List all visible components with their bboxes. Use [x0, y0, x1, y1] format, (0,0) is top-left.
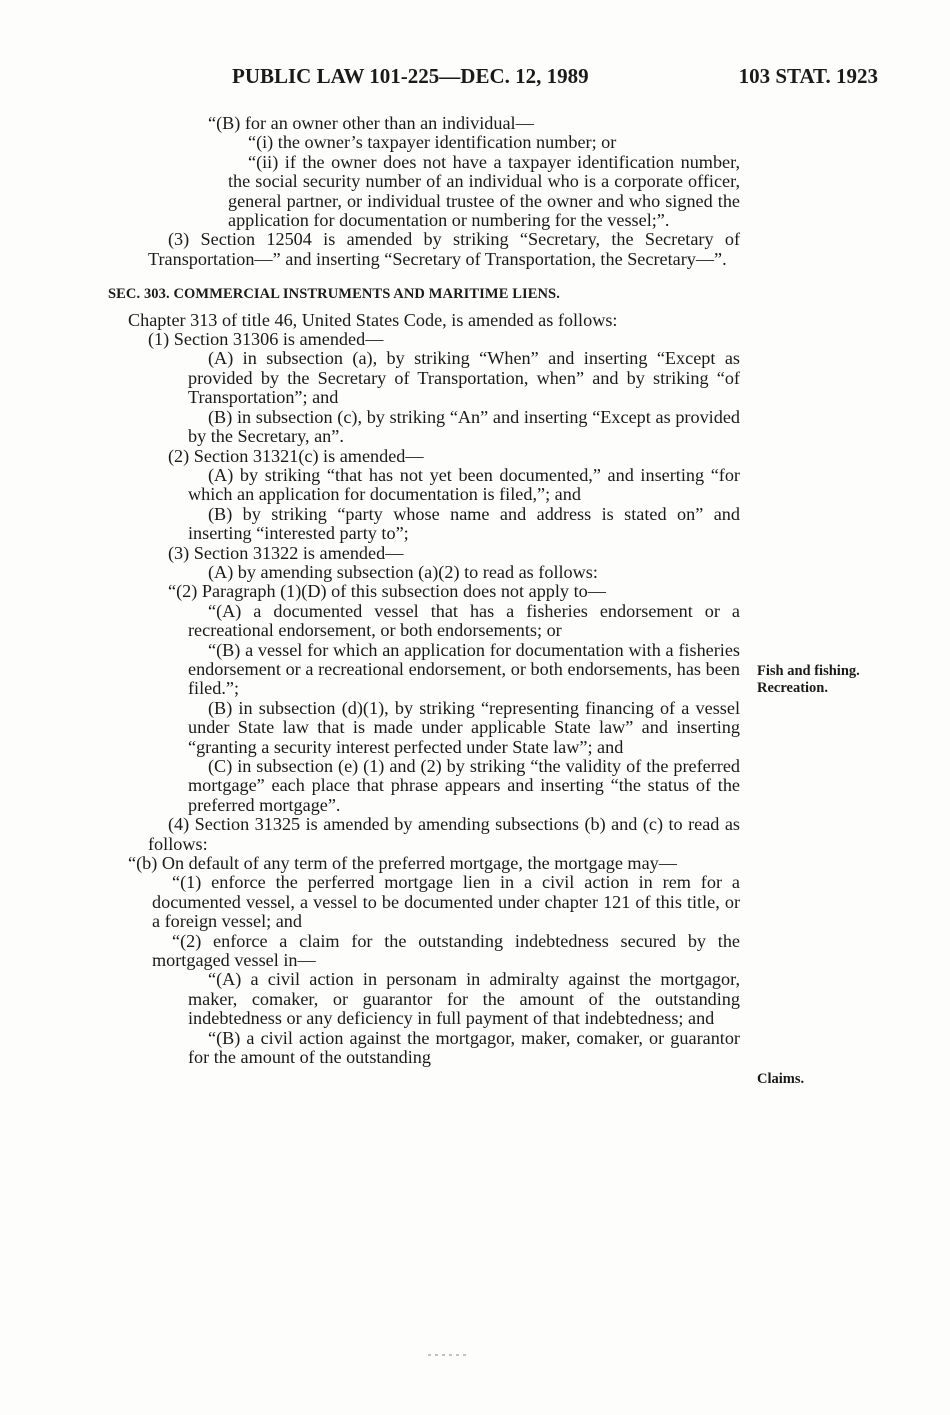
paragraph: “(2) Paragraph (1)(D) of this subsection does not apply to— [168, 581, 606, 602]
paragraph: (A) by amending subsection (a)(2) to read as follows: [208, 561, 598, 582]
paragraph: (A) by striking “that has not yet been documented,” and inserting “for which an application for documentation is filed,”; and [188, 464, 740, 505]
paragraph: (B) in subsection (c), by striking “An” and inserting “Except as provided by the Secretary, an”. [188, 406, 740, 447]
paragraph: (B) in subsection (d)(1), by striking “representing financing of a vessel under State law that is made under applicable State law” and inserting “granting a security interest perfected under State law”; and [188, 697, 740, 757]
margin-note-fish-recreation: Fish and fishing. Recreation. [757, 663, 860, 696]
section-heading: SEC. 303. COMMERCIAL INSTRUMENTS AND MARITIME LIENS. [108, 286, 560, 303]
margin-note-claims: Claims. [757, 1071, 805, 1087]
page-header [0, 64, 950, 94]
paragraph: “(b) On default of any term of the preferred mortgage, the mortgage may— [128, 853, 677, 874]
paragraph: (2) Section 31321(c) is amended— [168, 445, 424, 466]
paragraph: “(B) for an owner other than an individual— [208, 113, 534, 133]
paragraph: “(A) a civil action in personam in admiralty against the mortgagor, maker, comaker, or guarantor for the amount of the outstanding indebtedness or any deficiency in full payment of that indebtedness; and [188, 969, 740, 1029]
paragraph: Chapter 313 of title 46, United States Code, is amended as follows: [128, 309, 618, 330]
paragraph: “(B) a civil action against the mortgagor, maker, comaker, or guarantor for the amount of the outstanding [188, 1027, 740, 1068]
paragraph: “(1) enforce the perferred mortgage lien in a civil action in rem for a documented vessel, a vessel to be documented under chapter 121 of this title, or a foreign vessel; and [152, 872, 740, 932]
paragraph: (1) Section 31306 is amended— [148, 329, 384, 350]
paragraph: (4) Section 31325 is amended by amending subsections (b) and (c) to read as follows: [148, 814, 740, 854]
paragraph: (C) in subsection (e) (1) and (2) by striking “the validity of the preferred mortgage” each place that phrase appears and inserting “the status of the preferred mortgage”. [188, 756, 740, 815]
paragraph: (3) Section 12504 is amended by striking “Secretary, the Secretary of Transportation—” and inserting “Secretary of Transportation, the Secretary—”. [148, 229, 740, 269]
paragraph: (B) by striking “party whose name and address is stated on” and inserting “interested party to”; [188, 503, 740, 544]
law-title: PUBLIC LAW 101-225—DEC. 12, 1989 [232, 64, 589, 88]
scan-speck [428, 1354, 468, 1356]
paragraph: “(ii) if the owner does not have a taxpayer identification number, the social security number of an individual who is a corporate officer, general partner, or individual trustee of the owner and who signed the application for documentation or numbering for the vessel;”. [228, 151, 740, 231]
paragraph: “(i) the owner’s taxpayer identification number; or [248, 132, 617, 153]
paragraph: “(2) enforce a claim for the outstanding indebtedness secured by the mortgaged vessel in— [152, 930, 740, 971]
document-body [108, 114, 740, 1068]
paragraph: (A) in subsection (a), by striking “When” and inserting “Except as provided by the Secretary of Transportation, when” and by striking “of Transportation”; and [188, 348, 740, 408]
paragraph: “(A) a documented vessel that has a fisheries endorsement or a recreational endorsement, or both endorsements; or [188, 600, 740, 641]
paragraph: (3) Section 31322 is amended— [168, 542, 404, 563]
stat-citation: 103 STAT. 1923 [738, 64, 878, 88]
paragraph: “(B) a vessel for which an application for documentation with a fisheries endorsement or a recreational endorsement, or both endorsements, has been filed.”; [188, 639, 740, 699]
